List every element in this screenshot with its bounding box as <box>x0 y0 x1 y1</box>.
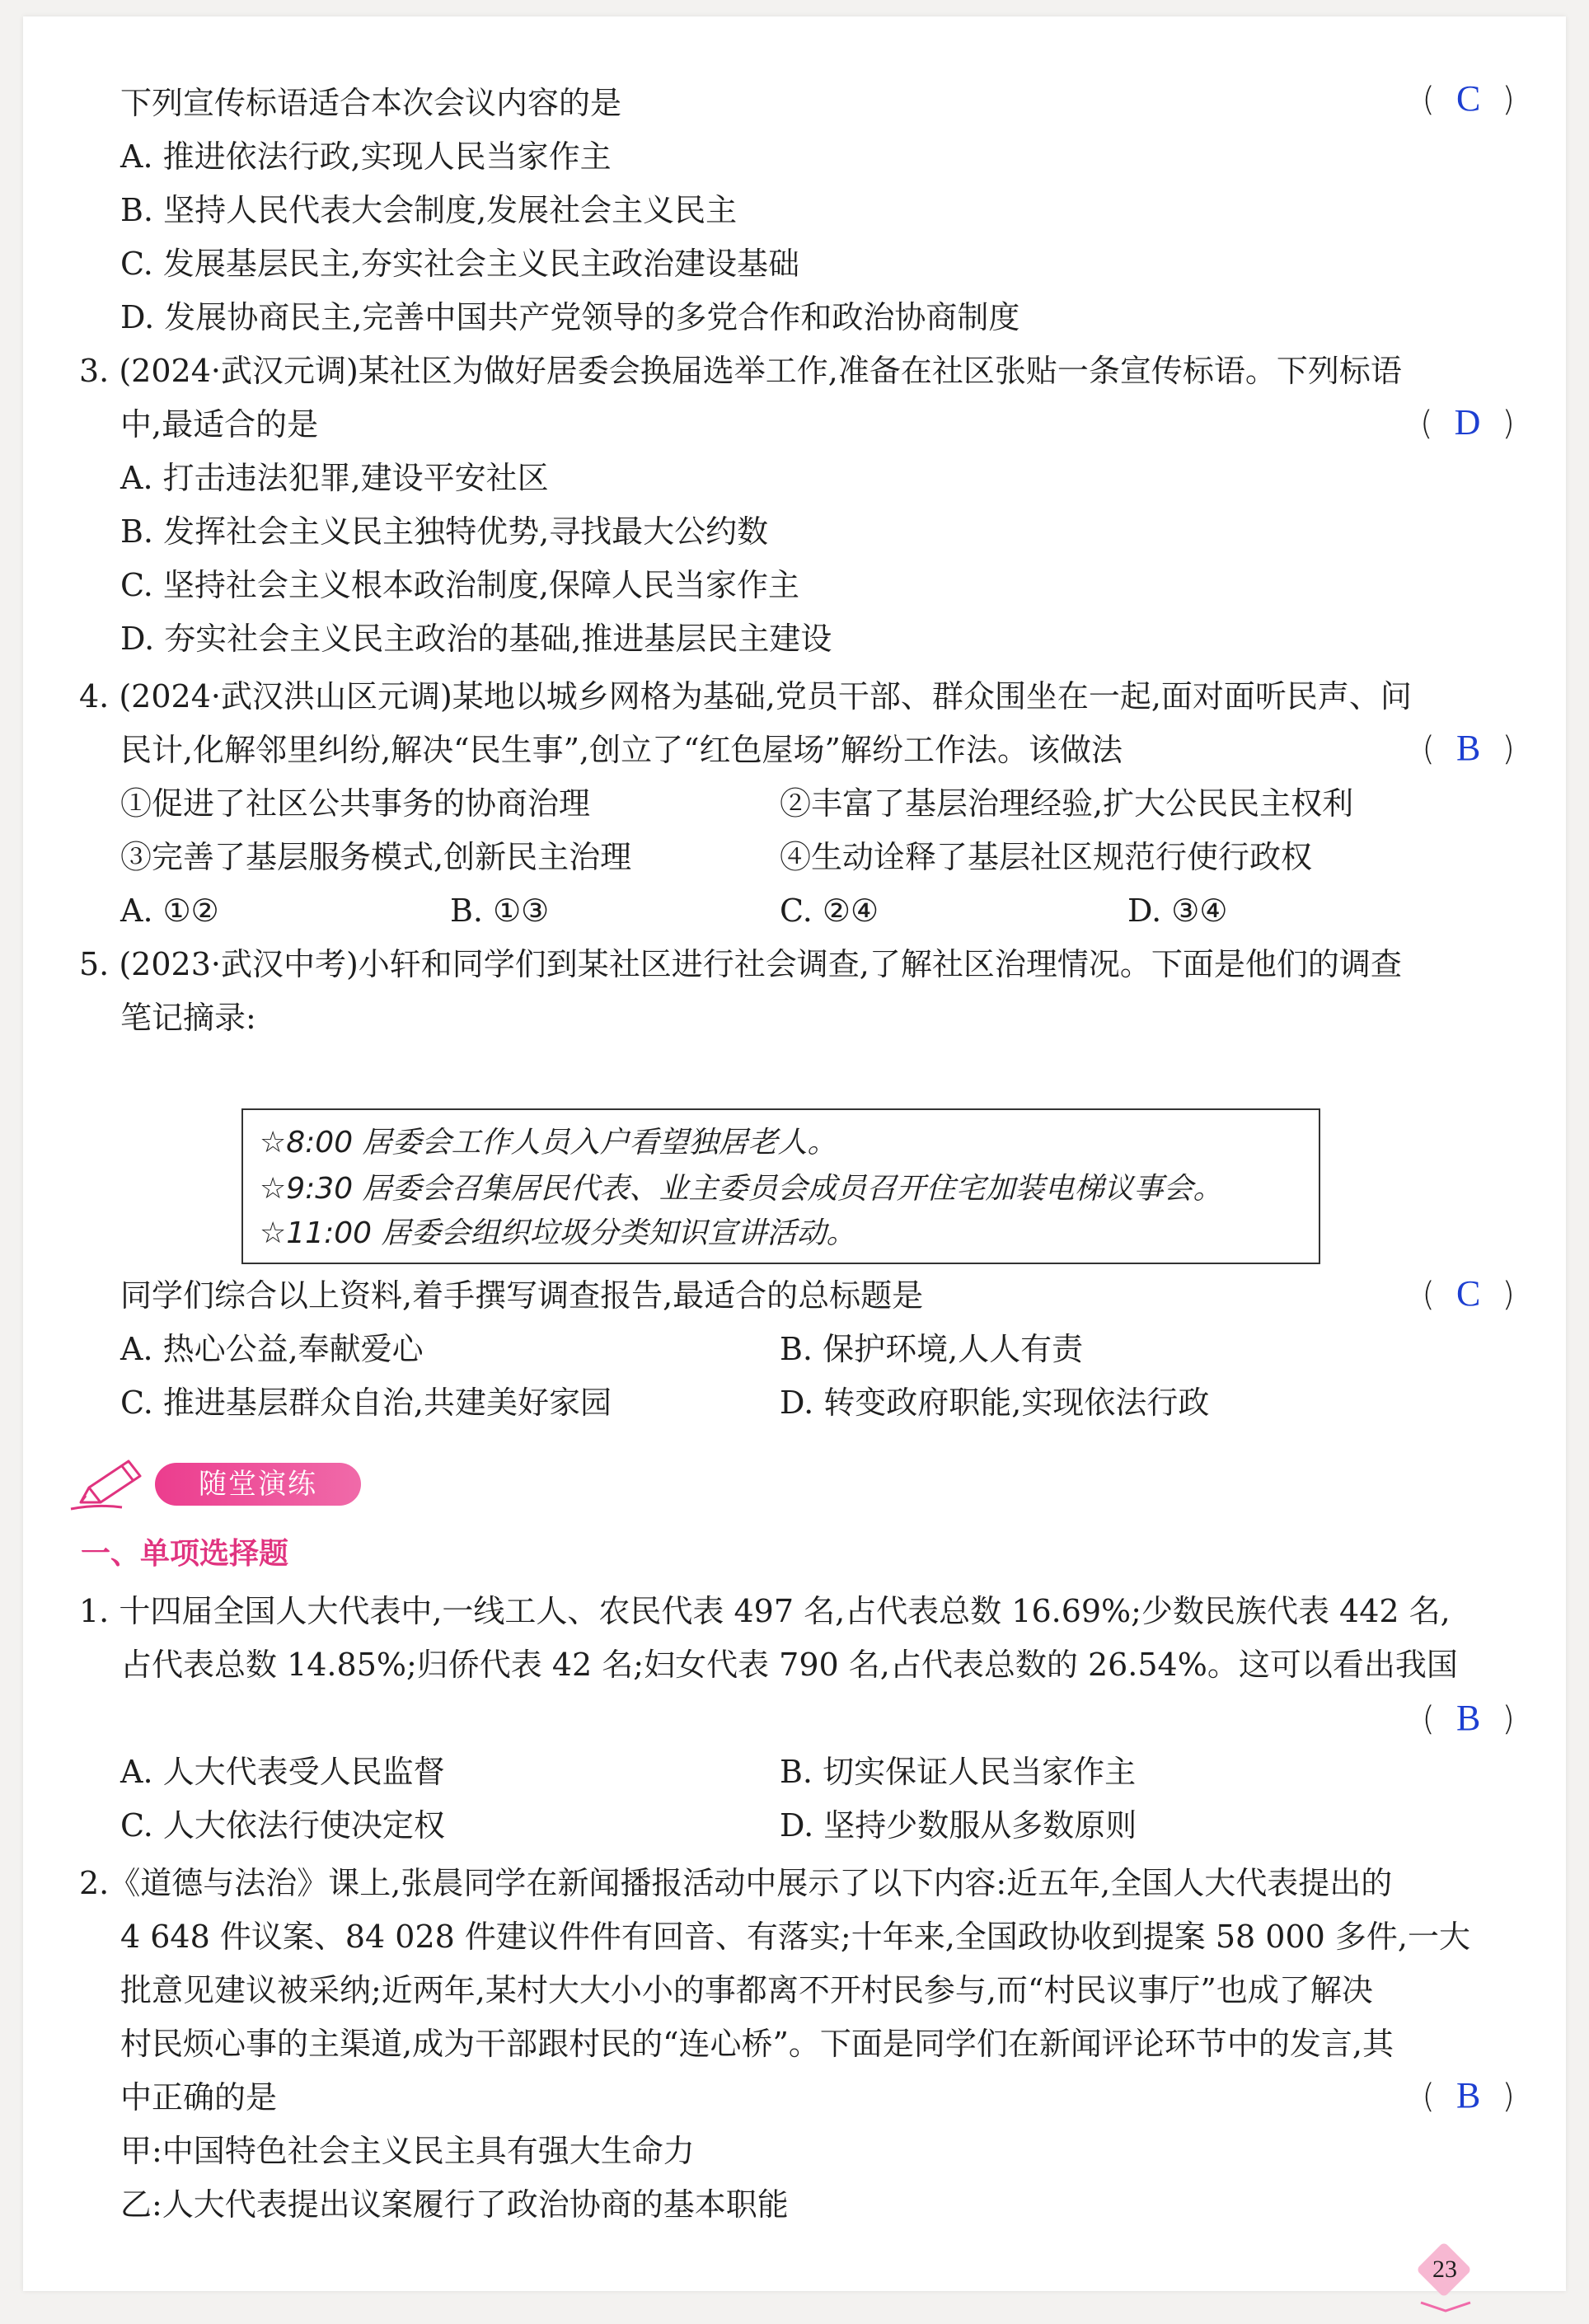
answer-letter: D <box>1454 402 1481 443</box>
answer-letter: C <box>1456 78 1481 119</box>
option-a: A. 人大代表受人民监督 <box>120 1754 445 1790</box>
option-b: B. 发挥社会主义民主独特优势,寻找最大公约数 <box>120 513 769 550</box>
page-number-badge <box>1416 2242 1474 2299</box>
practice-2-line-4: 村民烦心事的主渠道,成为干部跟村民的“连心桥”。下面是同学们在新闻评论环节中的发言,其 <box>120 2026 1394 2062</box>
note-entry: ☆9:30 居委会召集居民代表、业主委员会成员召开住宅加装电梯议事会。 <box>260 1172 1223 1206</box>
option-d: D. 发展协商民主,完善中国共产党领导的多党合作和政治协商制度 <box>120 299 1020 335</box>
answer-mark: ( B ) <box>1422 1698 1515 1738</box>
practice-2-line-1: 2.《道德与法治》课上,张晨同学在新闻播报活动中展示了以下内容:近五年,全国人大代表提出的 <box>79 1865 1393 1901</box>
question-5-line-1: 5. (2023·武汉中考)小轩和同学们到某社区进行社会调查,了解社区治理情况。下面是他们的调查 <box>79 946 1402 982</box>
statement-4: ④生动诠释了基层社区规范行使行政权 <box>780 839 1313 875</box>
option-c: C. 发展基层民主,夯实社会主义民主政治建设基础 <box>120 246 799 282</box>
question-stem: 同学们综合以上资料,着手撰写调查报告,最适合的总标题是 <box>120 1277 924 1314</box>
answer-letter: B <box>1456 1698 1481 1738</box>
option-d: D. ③④ <box>1127 893 1228 929</box>
section-banner <box>64 1455 377 1512</box>
banner-label: 随堂演练 <box>155 1463 361 1506</box>
option-b: B. 坚持人民代表大会制度,发展社会主义民主 <box>120 192 738 228</box>
practice-2-line-5: 中正确的是 <box>120 2079 278 2115</box>
survey-notes-box <box>241 1108 1320 1264</box>
pencil-icon <box>64 1455 155 1512</box>
option-b: B. 切实保证人民当家作主 <box>780 1754 1137 1790</box>
answer-mark: ( C ) <box>1422 1273 1515 1314</box>
option-a: A. ①② <box>120 893 219 929</box>
question-5-line-2: 笔记摘录: <box>120 1000 256 1036</box>
answer-letter: B <box>1456 2075 1481 2115</box>
statement-3: ③完善了基层服务模式,创新民主治理 <box>120 839 632 875</box>
practice-1-line-2: 占代表总数 14.85%;归侨代表 42 名;妇女代表 790 名,占代表总数的 26.54%。这可以看出我国 <box>120 1647 1458 1683</box>
page-number: 23 <box>1432 2256 1457 2283</box>
option-c: C. 坚持社会主义根本政治制度,保障人民当家作主 <box>120 567 799 603</box>
answer-mark: ( C ) <box>1422 78 1515 119</box>
statement-2: ②丰富了基层治理经验,扩大公民民主权利 <box>780 785 1354 822</box>
statement-1: ①促进了社区公共事务的协商治理 <box>120 785 591 822</box>
question-4-line-1: 4. (2024·武汉洪山区元调)某地以城乡网格为基础,党员干部、群众围坐在一起,面对面听民声、问 <box>79 678 1412 715</box>
answer-mark: ( B ) <box>1422 2075 1515 2115</box>
option-d: D. 转变政府职能,实现依法行政 <box>780 1385 1210 1421</box>
question-4-line-2: 民计,化解邻里纠纷,解决“民生事”,创立了“红色屋场”解纷工作法。该做法 <box>120 732 1123 768</box>
option-b: B. 保护环境,人人有责 <box>780 1331 1084 1367</box>
option-c: C. 推进基层群众自治,共建美好家园 <box>120 1385 612 1421</box>
question-3-line-1: 3. (2024·武汉元调)某社区为做好居委会换届选举工作,准备在社区张贴一条宣传标语。下列标语 <box>79 353 1402 389</box>
practice-2-line-2: 4 648 件议案、84 028 件建议件件有回音、有落实;十年来,全国政协收到提案 58 000 多件,一大 <box>120 1919 1470 1955</box>
option-a: A. 推进依法行政,实现人民当家作主 <box>120 138 612 175</box>
statement-jia: 甲:中国特色社会主义民主具有强大生命力 <box>120 2133 695 2169</box>
option-a: A. 热心公益,奉献爱心 <box>120 1331 424 1367</box>
option-c: C. 人大依法行使决定权 <box>120 1807 445 1844</box>
option-b: B. ①③ <box>450 893 550 929</box>
question-3-line-2: 中,最适合的是 <box>120 406 319 443</box>
practice-2-line-3: 批意见建议被采纳;近两年,某村大大小小的事都离不开村民参与,而“村民议事厅”也成了解决 <box>120 1972 1373 2008</box>
note-entry: ☆11:00 居委会组织垃圾分类知识宣讲活动。 <box>260 1216 856 1250</box>
question-stem: 下列宣传标语适合本次会议内容的是 <box>120 85 622 121</box>
note-entry: ☆8:00 居委会工作人员入户看望独居老人。 <box>260 1126 837 1160</box>
answer-mark: ( D ) <box>1420 402 1515 443</box>
answer-letter: B <box>1456 728 1481 768</box>
option-a: A. 打击违法犯罪,建设平安社区 <box>120 460 549 496</box>
answer-mark: ( B ) <box>1422 728 1515 768</box>
workbook-page <box>23 16 1566 2291</box>
option-c: C. ②④ <box>780 893 879 929</box>
option-d: D. 夯实社会主义民主政治的基础,推进基层民主建设 <box>120 621 832 657</box>
practice-1-line-1: 1. 十四届全国人大代表中,一线工人、农民代表 497 名,占代表总数 16.69%;少数民族代表 442 名, <box>79 1593 1451 1629</box>
statement-yi: 乙:人大代表提出议案履行了政治协商的基本职能 <box>120 2186 789 2223</box>
section-title: 一、单项选择题 <box>81 1537 289 1571</box>
chevron-down-icon <box>1414 2299 1477 2316</box>
answer-letter: C <box>1456 1273 1481 1314</box>
option-d: D. 坚持少数服从多数原则 <box>780 1807 1137 1844</box>
